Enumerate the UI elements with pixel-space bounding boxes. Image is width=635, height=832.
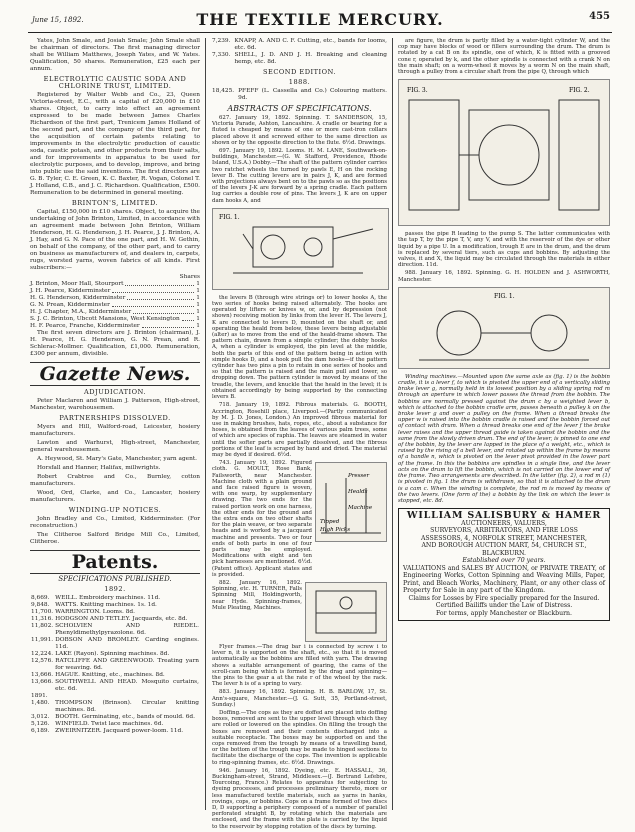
list-item: Horsfall and Hanner, Halifax, millwrights. xyxy=(37,465,161,471)
abstract: are figure, the drum is partly filled by a water-tight cylinder W, and the cop may have blocks of wood or fillers surrounding the drum. The drum is rotated by a cat B on its spindle, one of which, K is fitted with a grooved cone r, operated by k, and the other spindle is connected with a crank N on the main shaft; on a worm-wheel it moves by a worm N on the main shaft, through a pulley from a circular shaft from the pipe Q, through which xyxy=(398,38,610,76)
leader-dots xyxy=(112,288,194,293)
list-item: Robert Crabtree and Co., Burnley, cotton manufacturers. xyxy=(30,474,200,487)
abstract: Flyer frames.—The drag bar i is connected by screw i to lever n, it is supported on the shaft, etc., so that it is moved automatically as the bobbins are filled with yarn. The drawing shows a suitable arrangement of gearing, the cams of the scroll-cam being which is formed by the drag and spinning—the pins to the gear a at the rate r of the wheel by the rack. The lever h is of a spring to vary. xyxy=(212,643,387,688)
abstract: 718. January 19, 1892. Fibrous materials. G. BOOTH, Accrington, Rosehill place, Liverpool.—(Partly communicated by M. J. D. Jones, London.) An improved fibrous material for use in making brushes, hats, ropes, etc., about a substance for hoses, is obtained from the leaves of various palm trees, some of which are species of raphia. The leaves are steamed in water until the softer parts are partially dissolved, and the fibrous portions of the leaf is scraped by hand and dried. The material may be dyed if desired. 6½d. xyxy=(212,402,387,458)
section-heading: WINDING-UP NOTICES. xyxy=(68,506,162,514)
patent-title: KNAPP, A. AND C. F. Cutting, etc., bands for looms, etc. 6d. xyxy=(234,38,387,51)
patent-row xyxy=(30,728,200,735)
subscriber-name: J. Brinton, Moor Hall, Stourport xyxy=(30,281,124,287)
patent-list xyxy=(30,595,200,735)
patent-row xyxy=(30,602,200,609)
list-item: Wood, Ord, Clarke, and Co., Lancaster, hosiery manufacturers. xyxy=(30,490,200,503)
subscriber-row xyxy=(30,281,200,288)
patent-title: ZWEIRNITZER. Jacquard power-loom. 11d. xyxy=(55,728,184,734)
section-heading: SPECIFICATIONS PUBLISHED. xyxy=(58,575,172,583)
patent-title: WEILL. Embroidery machines. 11d. xyxy=(55,595,161,601)
section-heading: ADJUDICATION. xyxy=(84,388,146,396)
subscriber-row xyxy=(30,309,200,316)
year-heading: 1892. xyxy=(104,585,126,593)
patent-row xyxy=(30,700,200,714)
patent-title: WATTS. Knitting machines. 1s. 1d. xyxy=(55,602,157,608)
patent-number: 12,576. xyxy=(31,658,54,664)
patent-title: SCHOLVIEN AND RIEDEL. Phenyldimethylpyrazolone. 6d. xyxy=(55,623,199,636)
patent-number: 12,224. xyxy=(31,651,54,657)
subscriber-shares: 1 xyxy=(196,323,200,329)
leader-dots xyxy=(112,302,194,307)
figure-label: FIG. 2. xyxy=(569,87,590,95)
patent-row xyxy=(30,637,200,651)
winding-machine-figure xyxy=(398,287,610,369)
subscriber-shares: 1 xyxy=(196,288,200,294)
abstract: 882. January 16, 1892. Spinning, etc. H. TURNER, Falls Spinning Mill, Holdingworth, near Hyde. Spinning-frames, Mule Pleating, Machines. xyxy=(212,579,302,611)
paragraph: Peter Maclaren and William J. Patterson, High-street, Manchester, warehousemen. xyxy=(30,398,200,411)
patent-row xyxy=(30,651,200,658)
subscriber-name: H. J. Chapter, M.A., Kidderminster xyxy=(30,309,132,315)
abstract: passes the pipe R leading to the pump S. The latter communicates with the tap T, by the pipe T, V, any V, and with the reservoir of the dye or other liquid by a pipe U. In a modification, trough E are in the drum, and the drum is replaced by several tiers, such as cups and bobbins. By adjusting the valves, it and X, the liquid may be circulated through the materials in either direction. 11d. xyxy=(398,231,610,269)
paragraph: Registered by Walter Webb and Co., 23, Queen Victoria-street, E.C., with a capital of £20,000 in £10 shares. Object, to carry into effect an agreement expressed to be made between James Charles Richardson of the first part, Trenicem James Holland of the second part, and the company of the third part, for the acquisition of certain patents relating to improvements in the electrolytic production of caustic soda, caustic potash, and other products from their salts, and for improvements in apparatus to be used for electrolytic purposes, and to develop, improve, and bring into public use the said inventions. The first directors are G. B. Tyler, C. E. Green, K. C. Baxter, R. Vogan, Colonel T. J. Holland, C.B., and J. C. Richardson. Qualification, £500. Remuneration to be determined in general meeting. xyxy=(30,92,200,196)
subscriber-row xyxy=(30,295,200,302)
advertiser-name: WILLIAM SALISBURY & HAMER xyxy=(406,510,602,522)
company-heading: ELECTROLYTIC CAUSTIC SODA AND CHLORINE TRUST, LIMITED. xyxy=(43,75,187,90)
patent-number: 8,669. xyxy=(31,595,50,601)
patent-title: LAKE (Rayon). Spinning machines. 8d. xyxy=(55,651,170,657)
patent-number: 7,330. xyxy=(212,52,231,58)
list-item: A. Heywood, St. Mary's Gate, Manchester, yarn agent. xyxy=(37,456,198,462)
subscriber-shares: 1 xyxy=(196,309,200,315)
subscriber-row xyxy=(30,323,200,330)
patents-heading: Patents. xyxy=(30,550,200,574)
patent-number: 1,480. xyxy=(31,700,50,706)
abstract: the levers B (through wire strings or) to lower hooks A, the two series of hooks being raised alternately. The hooks are operated by lifters or knives w, or, and by depression (not shown) receiving motion by links from the lever H. The levers J, K are connected to levers D, mounted on the shaft or, and operating the heald from below, these levers being adjustable (alter) as to move from the end of the heald-frame shown. The pattern chain, drawn from a simple cylinder; the dobby hooks A, when a cylinder is employed, the pin level at the middle, both the parts of this end of the pattern being in action with simple hooks D, and a hook pull the dam hooks—if the pattern cylinder has two pins a pin to retain in one series of hooks and so that the pattern is raised and the main pull and lower, so dropping down. The pattern cylinder is moved by means of the treadle, the levers, and knuckle that the heald in the level; it is obtained accordingly by being supported by the connecting levers B. xyxy=(212,294,387,401)
figure-label: FIG. 3. xyxy=(407,87,428,95)
section-heading: SECOND EDITION. xyxy=(263,68,336,76)
loom-dobby-figure xyxy=(212,208,389,290)
abstract: Winding machines.—Mounted upon the same axle as (fig. 1) is the bobbin cradle, it is a lever f, to which is pivoted the upper end of a vertically sliding brake lever g, normally held in its lowest position by a sliding spring rod m through an aperture in which lower passes the thread from the bobbin. The bobbins are normally pressed against the drum c by a weighted lever b, which is attached to the bobbin cradle arm, passes beneath a pulley k on the brake lever g and over a pulley on the frame. When a thread breaks the upper w is raised into the bobbin cradle is raised and the bobbin forced out of contact with drum. When a thread breaks one end of the lever f the brake lever raises and the upper thread guide is taken against the bobbin and the same from the slowly driven drum. The end of the lever, is pinned to one end of the bobbin, by the lever are lapped in the place of a weight, etc., which is raised by the rising of a bell lever, and rotated up within the frame by means of a handle n, which is pivoted on the lever pivot provided in the lower part of the frame. In this the bobbins are spindles in a single line, and the lever acts on the drum to lift the bobbin, which is not carried on the lower end of the frame. Two arrangements are described. In the latter (fig. 2), a rod m (1) is pivoted in fig. 1 the drum is withdrawn, so that it is attached to the drum is a cam c. When the winding is complete, the rod m is moved by means of the two levers. (One form of the) a bobbin by the link on which the lever is stopped, etc. 8d. xyxy=(398,373,610,504)
patent-number: 1891. xyxy=(31,693,48,699)
patent-number: 11,991. xyxy=(31,637,54,643)
patent-row xyxy=(30,721,200,728)
gazette-heading: Gazette News. xyxy=(30,362,200,386)
subscriber-shares: 1 xyxy=(196,302,200,308)
page-number: 455 xyxy=(589,11,610,22)
abstract: 627. January 19, 1892. Spinning. T. SANDERSON, 15, Victoria Parade, Ashton, Lancashire. A cradle or bearing for a fluted is cheaped by means of one or more cast-iron collars placed above it and screwed either to the same direction as shown or by the opposite direction to the flute. 6½d. Drawings. xyxy=(212,115,387,146)
patent-number: 11,700. xyxy=(31,609,54,615)
paragraph: Capital, £150,000 in £10 shares. Object, to acquire the undertaking of John Brinton, Limited, in accordance with an agreement made between John Brinton, William Henderson, H. G. Henderson, J. H. Pearce, J. J. Brinton, A. J. Hay, and G. N. Pace of the one part, and H. W. Gethin, on behalf of the company, of the other part, and to carry on business as manufacturers of, and dealers in, carpets, rugs, worsted yarns, woven fabrics of all kinds. First subscribers:— xyxy=(30,209,200,271)
advertisement: WILLIAM SALISBURY & HAMER AUCTIONEERS, VALUERS, SURVEYORS, ARBITRATORS, AND FIRE LOSS ASSESSORS, 4, NORFOLK STREET, MANCHESTER, AND BOROUGH AUCTION MART, 54, CHURCH ST., BLACKBURN. Established over 70 years. VALUATIONS and SALES BY AUCTION, or PRIVATE TREATY, of Engineering Works, Cotton Spinning and Weaving Mills, Paper, Print, and Bleach Works, Machinery, Plant, or any other class of Property for Sale in any part of the Kingdom. Claims for Losses by Fire specially prepared for the Insured. Certified Bailiffs under the Law of Distress. For terms, apply Manchester or Blackburn. xyxy=(398,508,610,621)
column-right xyxy=(398,38,610,621)
patent-title: THOMPSON (Brinson). Circular knitting machines. 8d. xyxy=(55,700,199,713)
paragraph: The first seven directors are J. Brinton (chairman), J. H. Pearce, H. G. Henderson, G. N. Prean, and R. Schlerac-Mollmer. Qualification, £1,000. Remuneration, £300 per annum, divisible. xyxy=(30,330,200,357)
abstract: 743. January 19, 1892. Figured cloth. G. MOULT, Rose Bank, Failsworth, near Manchester. Machine cloth with a plain ground and face raised figure is woven, with one warp, by supplementary drawing. The two ends for the raised portion work on one harness, the other ends for the ground and the extra ends on two other shafts for the plain weave, or two separate heads and is worked by a jacquard machine and presents. Two or four ends of both parts in one of four parts may be employed. Modifications with eight and ten pick harnesses are mentioned. 6½d. (Patent office). Applicant states and is provided. xyxy=(212,460,312,578)
patent-title: HAGUE. Knitting, etc., machines. 8d. xyxy=(55,672,165,678)
subscriber-list xyxy=(30,281,200,330)
figure-caption: Tipped xyxy=(320,519,340,526)
subscriber-shares: 1 xyxy=(196,316,200,322)
subscriber-name: G. N. Prean, Kidderminster xyxy=(30,302,110,308)
column-left xyxy=(30,38,200,735)
patent-number: 13,666. xyxy=(31,672,54,678)
figure-caption: Presser xyxy=(348,473,370,480)
patent-title: HODGSON AND TETLEY. Jacquards, etc. 8d. xyxy=(55,616,188,622)
abstract: 883. January 16, 1892. Spinning. H. B. BARLOW, 17, St. Ann's-square, Manchester.—(J. G. Sutt, 35, Portland-street, Sunday.) xyxy=(212,689,387,708)
patent-entry xyxy=(212,38,387,52)
patent-number: 13,666. xyxy=(31,679,54,685)
list-item: The Clitheroe Salford Bridge Mill Co., Limited, Clitheroe. xyxy=(30,532,200,545)
patent-number: 7,239. xyxy=(212,38,231,44)
patent-row xyxy=(30,623,200,637)
patent-entry xyxy=(212,52,387,66)
patent-title: SOUTHWELL AND HEAD. Mosquito curtains, etc. 6d. xyxy=(55,679,199,692)
patent-row xyxy=(30,658,200,672)
patent-title: DOBSON AND BROMLEY. Carding engines. 11d. xyxy=(55,637,199,650)
patent-row xyxy=(30,714,200,721)
subscriber-name: H. G. Henderson, Kidderminster xyxy=(30,295,126,301)
list-item: Myers and Hill, Walford-road, Leicester, hosiery manufacturers. xyxy=(30,424,200,437)
year-heading: 1888. xyxy=(288,78,311,86)
subscriber-row xyxy=(30,316,200,323)
subscriber-row xyxy=(30,288,200,295)
patent-title: BOOTH. Germinating, etc., bands of mould. 6d. xyxy=(55,714,195,720)
patent-title xyxy=(54,693,200,700)
abstracts-heading: ABSTRACTS OF SPECIFICATIONS. xyxy=(227,104,372,113)
patent-row xyxy=(30,693,200,700)
company-heading: BRINTON'S, LIMITED. xyxy=(71,199,159,207)
patent-row xyxy=(30,679,200,693)
page-header xyxy=(28,8,612,33)
patent-row xyxy=(30,595,200,602)
figured-cloth-figure xyxy=(315,462,387,542)
abstract: 946. January 16, 1892. Dyeing, etc. E. HASSALL, 36, Buckingham-street, Strand, Middlesex.—(J. Bertrand Lefebre, Tourcoing, France.) Relates to apparatus for subjecting to dyeing processes, and processes preliminary thereto, more or less manufactured textile materials, such as yarns in hanks, rovings, cops, or bobbins. Cops on a frame formed of two discs D, D supporting a periphery composed of a number of parallel perforated straight B, by rotating which the materials are enclosed, and the frame with the plate is carried by the liquid to the reservoir by stopping rotation of the discs by turning. xyxy=(212,767,387,830)
shares-label: Shares xyxy=(179,274,200,280)
patent-title: SHELL, J. D. AND J. H. Breaking and cleaning hemp, etc. 8d. xyxy=(234,52,387,65)
winding-list xyxy=(30,516,200,546)
patent-row xyxy=(30,672,200,679)
patent-number: 11,316. xyxy=(31,616,54,622)
patent-title: WARRINGTON. Looms. 8d. xyxy=(55,609,135,615)
patent-list xyxy=(212,38,387,66)
subscriber-name: S. J. C. Brinton, Ubcott Mansions, West Kensington xyxy=(30,316,180,322)
patent-number: 9,848. xyxy=(31,602,50,608)
leader-dots xyxy=(182,316,195,321)
leader-dots xyxy=(133,309,194,314)
figure-caption: High Picks xyxy=(320,527,351,534)
figure-caption: Machine xyxy=(348,505,373,512)
patent-number: 6,189. xyxy=(31,728,50,734)
figure-caption: Healds xyxy=(348,489,368,496)
leader-dots xyxy=(142,323,195,328)
subscriber-name: H. F. Pearce, Franche, Kidderminster xyxy=(30,323,140,329)
column-rule xyxy=(205,38,206,810)
section-heading: PARTNERSHIPS DISSOLVED. xyxy=(59,414,171,422)
patent-number: 5,126. xyxy=(31,721,50,727)
leader-dots xyxy=(125,281,194,286)
figure-label: FIG. 1. xyxy=(494,292,515,300)
paragraph: Yates, John Smale, and Josiah Smale; John Smale shall be chairman of directors. The first managing director shall be William Matthews, Joseph Yates, and W. Yates. Qualification, 50 shares. Remuneration, £25 each per annum. xyxy=(30,38,200,72)
list-item: John Bradley and Co., Limited, Kidderminster. (For reconstruction.) xyxy=(30,516,200,529)
subscriber-shares: 1 xyxy=(196,295,200,301)
patent-row xyxy=(30,609,200,616)
dyeing-apparatus-figure xyxy=(398,79,610,226)
patent-entry: 18,425. PFEFF (L. Cassella and Co.) Colouring matters. 9d. xyxy=(212,88,387,101)
partnership-list xyxy=(30,424,200,504)
spinning-frame-figure xyxy=(305,582,387,642)
patent-row xyxy=(30,616,200,623)
abstract: Doffing.—The cops as they are doffed are placed into doffing boxes, removed are sent to the upper level through which they are rolled or lowered on the spindles. On filling the trough the boxes are removed and their contents discharged into a suitable receptacle. The boxes may be supported on and the cops removed from the trough by means of a travelling band, or the bottom of the trough may be made to hinged sections to facilitate the discharge of the cops. The invention is applicable to ring-spinning frames, etc. 6½d. Drawings. xyxy=(212,710,387,766)
abstract: 988. January 16, 1892. Spinning. G. H. HOLDEN and J. ASHWORTH, Manchester. xyxy=(398,270,610,283)
issue-date: June 15, 1892. xyxy=(32,16,84,24)
figure-label: FIG. 1. xyxy=(219,213,240,221)
subscriber-name: J. H. Pearce, Kidderminster xyxy=(30,288,111,294)
patent-title: RATCLIFFE AND GREENWOOD. Treating yarn for weaving. 6d. xyxy=(55,658,199,671)
column-rule xyxy=(392,38,393,810)
list-item: Lawton and Warhurst, High-street, Manchester, general warehousemen. xyxy=(30,440,200,453)
patent-number: 11,802. xyxy=(31,623,54,629)
column-middle xyxy=(212,38,387,832)
leader-dots xyxy=(127,295,194,300)
subscriber-row xyxy=(30,302,200,309)
abstract: 697. January 19, 1892. Looms. H. M. LANE, Southwark-on-buildings, Manchester.—(G. W. Stafford, Providence, Rhode Island, U.S.A.) Dobby.—The shaft of the pattern cylinder carries two ratchet wheels the turned by pawls E, H on the rocking lever B. The cutting levers are in pairs J, K, and are formed with projections always bent on to the pawls so as the positions of the levers J-K are forward by a spring cradle. Each pattern lug carries a double row of pins. The levers J, K are on upper dam hooks A, and xyxy=(212,148,387,204)
masthead-title: THE TEXTILE MERCURY. xyxy=(196,10,444,29)
patent-number: 3,012. xyxy=(31,714,50,720)
subscriber-shares: 1 xyxy=(196,281,200,287)
patent-title: WINFIELD. Twist lace machines. 6d. xyxy=(55,721,164,727)
